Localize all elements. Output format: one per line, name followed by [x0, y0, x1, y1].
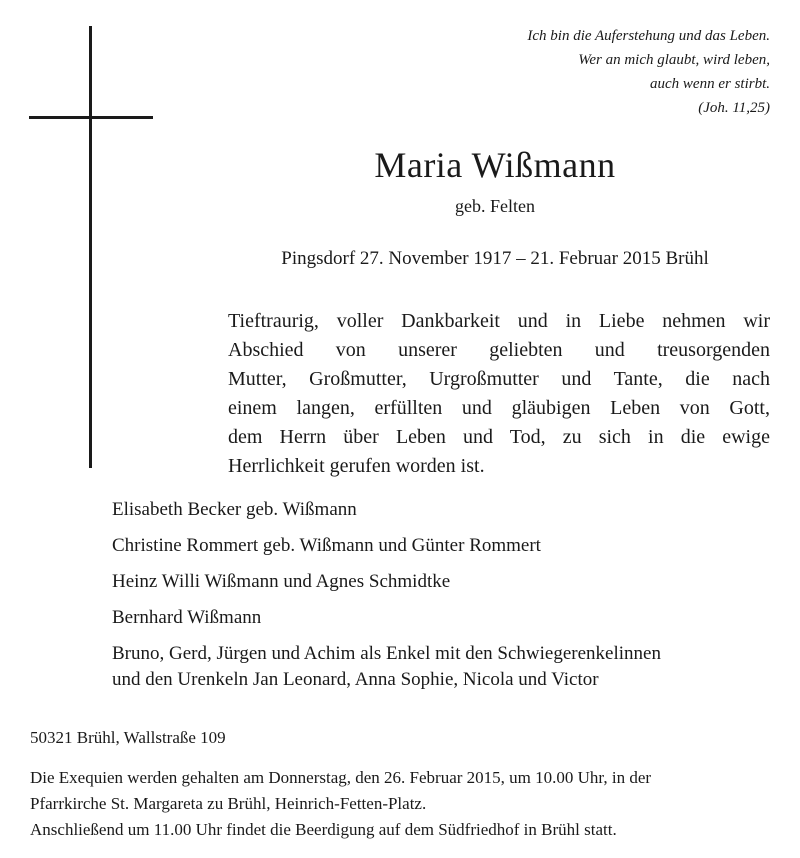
cross-icon-vertical-bar: [89, 26, 92, 468]
message-line: Tieftraurig, voller Dankbarkeit und in Liebe nehmen wir: [228, 310, 770, 332]
mourners-list: [112, 497, 772, 703]
notice-line: Pfarrkirche St. Margareta zu Brühl, Heinrich-Fetten-Platz.: [30, 794, 427, 813]
cross-icon-horizontal-bar: [29, 116, 153, 119]
verse-line: auch wenn er stirbt.: [650, 76, 770, 92]
notice-line: Die Exequien werden gehalten am Donnerstag, den 26. Februar 2015, um 10.00 Uhr, in der: [30, 768, 652, 787]
life-dates: Pingsdorf 27. November 1917 – 21. Februar 2015 Brühl: [281, 248, 709, 269]
mourner-entry: Bernhard Wißmann: [112, 607, 262, 628]
deceased-name: Maria Wißmann: [374, 145, 616, 185]
mourner-entry: Elisabeth Becker geb. Wißmann: [112, 499, 357, 520]
grandchildren-line: und den Urenkeln Jan Leonard, Anna Sophie, Nicola und Victor: [112, 669, 599, 690]
message-line: einem langen, erfüllten und gläubigen Leben von Gott,: [228, 397, 770, 419]
grandchildren-line: Bruno, Gerd, Jürgen und Achim als Enkel mit den Schwiegerenkelinnen: [112, 643, 661, 664]
obituary-message: [228, 307, 770, 481]
bible-verse: [350, 24, 770, 120]
mourner-entry: Heinz Willi Wißmann und Agnes Schmidtke: [112, 571, 451, 592]
message-line: Herrlichkeit gerufen worden ist.: [228, 455, 485, 477]
funeral-notice: [30, 765, 770, 843]
verse-line: Ich bin die Auferstehung und das Leben.: [527, 28, 770, 44]
message-line: Mutter, Großmutter, Urgroßmutter und Tante, die nach: [228, 368, 770, 390]
notice-line: Anschließend um 11.00 Uhr findet die Beerdigung auf dem Südfriedhof in Brühl statt.: [30, 820, 617, 839]
verse-line: Wer an mich glaubt, wird leben,: [578, 52, 770, 68]
message-line: dem Herrn über Leben und Tod, zu sich in die ewige: [228, 426, 770, 448]
family-address: 50321 Brühl, Wallstraße 109: [30, 728, 226, 747]
message-line: Abschied von unserer geliebten und treusorgenden: [228, 339, 770, 361]
verse-citation: (Joh. 11,25): [698, 100, 770, 116]
maiden-name: geb. Felten: [455, 196, 535, 216]
mourner-entry: Christine Rommert geb. Wißmann und Günter Rommert: [112, 535, 541, 556]
grandchildren-entry: [112, 641, 772, 693]
